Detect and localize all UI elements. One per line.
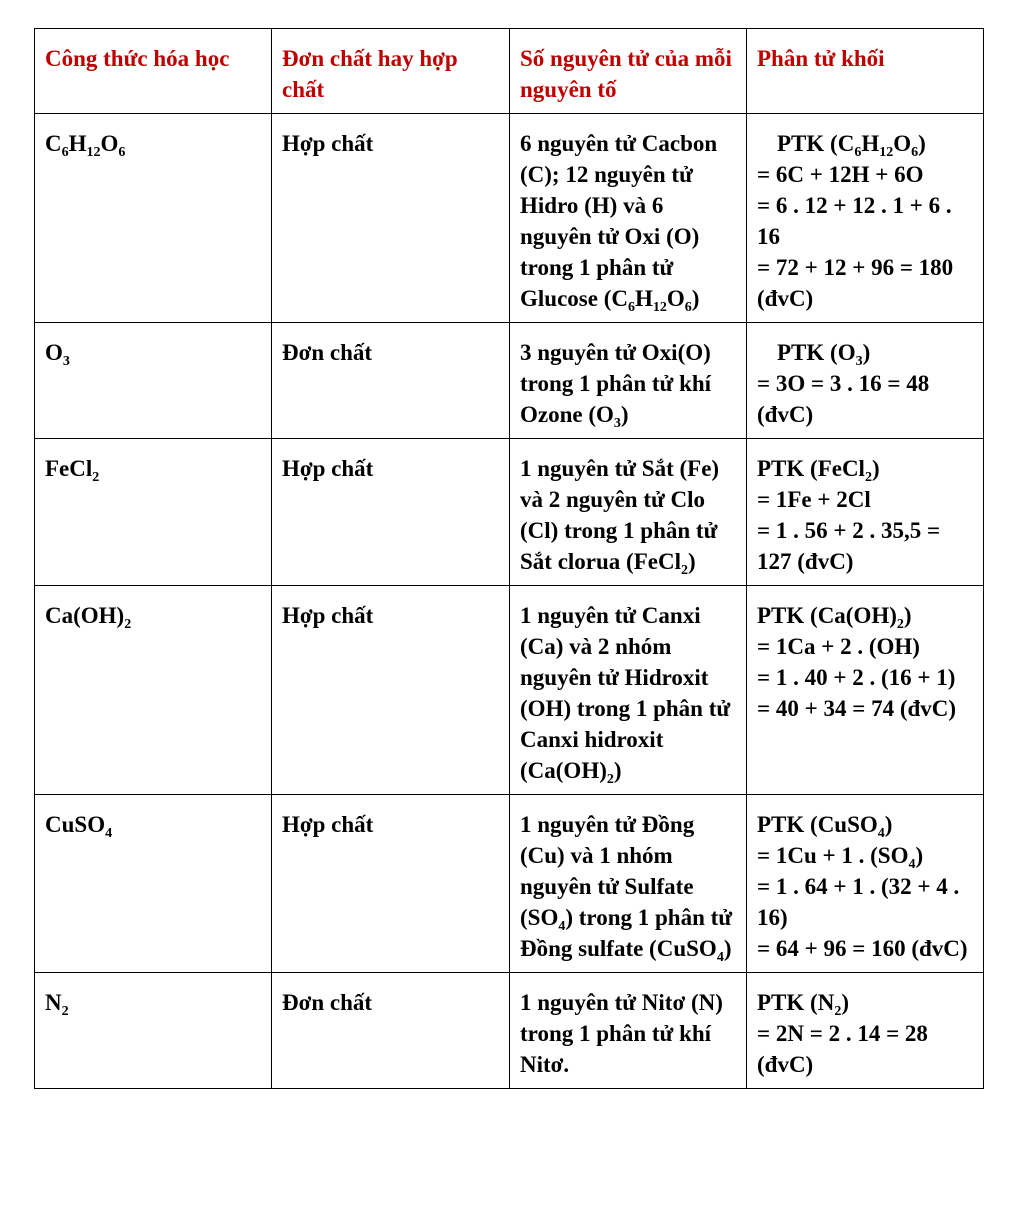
ptk-line: PTK (CuSO$_4$) — [757, 812, 893, 841]
table-row — [35, 114, 984, 323]
header-atoms: Số nguyên tử của mỗi nguyên tố — [510, 29, 747, 114]
cell-formula: $O_3$ — [35, 323, 272, 439]
ptk-line: = 72 + 12 + 96 = 180 (đvC) — [757, 255, 954, 311]
ptk-line: = 2N = 2 . 14 = 28 (đvC) — [757, 1021, 928, 1077]
ptk-line: = 1 . 56 + 2 . 35,5 = 127 (đvC) — [757, 518, 941, 574]
cell-ptk — [747, 114, 984, 323]
cell-kind: Hợp chất — [272, 795, 510, 973]
cell-kind: Hợp chất — [272, 114, 510, 323]
cell-atoms: 6 nguyên tử Cacbon (C); 12 nguyên tử Hidro (H) và 6 nguyên tử Oxi (O) trong 1 phân tử Glucose $(C_6H_{12}O_6)$ — [510, 114, 747, 323]
ptk-line: = 1Ca + 2 . (OH) — [757, 634, 920, 659]
ptk-line: PTK (FeCl$_2$) — [757, 456, 880, 485]
cell-kind: Đơn chất — [272, 323, 510, 439]
ptk-line: PTK $(Ca(OH)_2)$ — [757, 603, 912, 632]
table-row — [35, 439, 984, 586]
ptk-line: PTK $(N_2)$ — [757, 990, 849, 1019]
ptk-line: = 1 . 40 + 2 . (16 + 1) — [757, 665, 956, 690]
ptk-line: = 3O = 3 . 16 = 48 (đvC) — [757, 371, 930, 427]
cell-formula: $C_6H_{12}O_6$ — [35, 114, 272, 323]
cell-formula: $N_2$ — [35, 973, 272, 1089]
header-row — [35, 29, 984, 114]
cell-formula: FeCl$_2$ — [35, 439, 272, 586]
table-row — [35, 323, 984, 439]
cell-kind: Hợp chất — [272, 439, 510, 586]
cell-atoms: 1 nguyên tử Sắt (Fe) và 2 nguyên tử Clo (Cl) trong 1 phân tử Sắt clorua (FeCl$_2$) — [510, 439, 747, 586]
ptk-line: = 6C + 12H + 6O — [757, 162, 924, 187]
chemistry-table — [34, 28, 984, 1089]
cell-ptk — [747, 323, 984, 439]
table-row — [35, 586, 984, 795]
cell-atoms: 1 nguyên tử Nitơ (N) trong 1 phân tử khí Nitơ. — [510, 973, 747, 1089]
ptk-line: = 1 . 64 + 1 . (32 + 4 . 16) — [757, 874, 960, 930]
cell-ptk — [747, 586, 984, 795]
cell-atoms: 1 nguyên tử Canxi (Ca) và 2 nhóm nguyên tử Hidroxit (OH) trong 1 phân tử Canxi hidroxit $(Ca(OH)_2)$ — [510, 586, 747, 795]
cell-ptk — [747, 439, 984, 586]
header-kind: Đơn chất hay hợp chất — [272, 29, 510, 114]
table-body — [35, 114, 984, 1089]
ptk-line: = 1Fe + 2Cl — [757, 487, 871, 512]
ptk-line: = 6 . 12 + 12 . 1 + 6 . 16 — [757, 193, 952, 249]
ptk-line: PTK $(C_6H_{12}O_6)$ — [777, 131, 926, 160]
cell-atoms: 1 nguyên tử Đồng (Cu) và 1 nhóm nguyên tử Sulfate $(SO_4)$ trong 1 phân tử Đồng sulfate (CuSO$_4$) — [510, 795, 747, 973]
cell-ptk — [747, 795, 984, 973]
cell-atoms: 3 nguyên tử Oxi(O) trong 1 phân tử khí Ozone $(O_3)$ — [510, 323, 747, 439]
header-ptk: Phân tử khối — [747, 29, 984, 114]
cell-formula: CuSO$_4$ — [35, 795, 272, 973]
header-formula: Công thức hóa học — [35, 29, 272, 114]
ptk-line: = 1Cu + 1 . $(SO_4)$ — [757, 843, 924, 872]
table-row — [35, 795, 984, 973]
cell-kind: Hợp chất — [272, 586, 510, 795]
cell-kind: Đơn chất — [272, 973, 510, 1089]
cell-ptk — [747, 973, 984, 1089]
cell-formula: $Ca(OH)_2$ — [35, 586, 272, 795]
ptk-line: PTK $(O_3)$ — [777, 340, 871, 369]
ptk-line: = 40 + 34 = 74 (đvC) — [757, 696, 957, 721]
ptk-line: = 64 + 96 = 160 (đvC) — [757, 936, 968, 961]
table-row — [35, 973, 984, 1089]
